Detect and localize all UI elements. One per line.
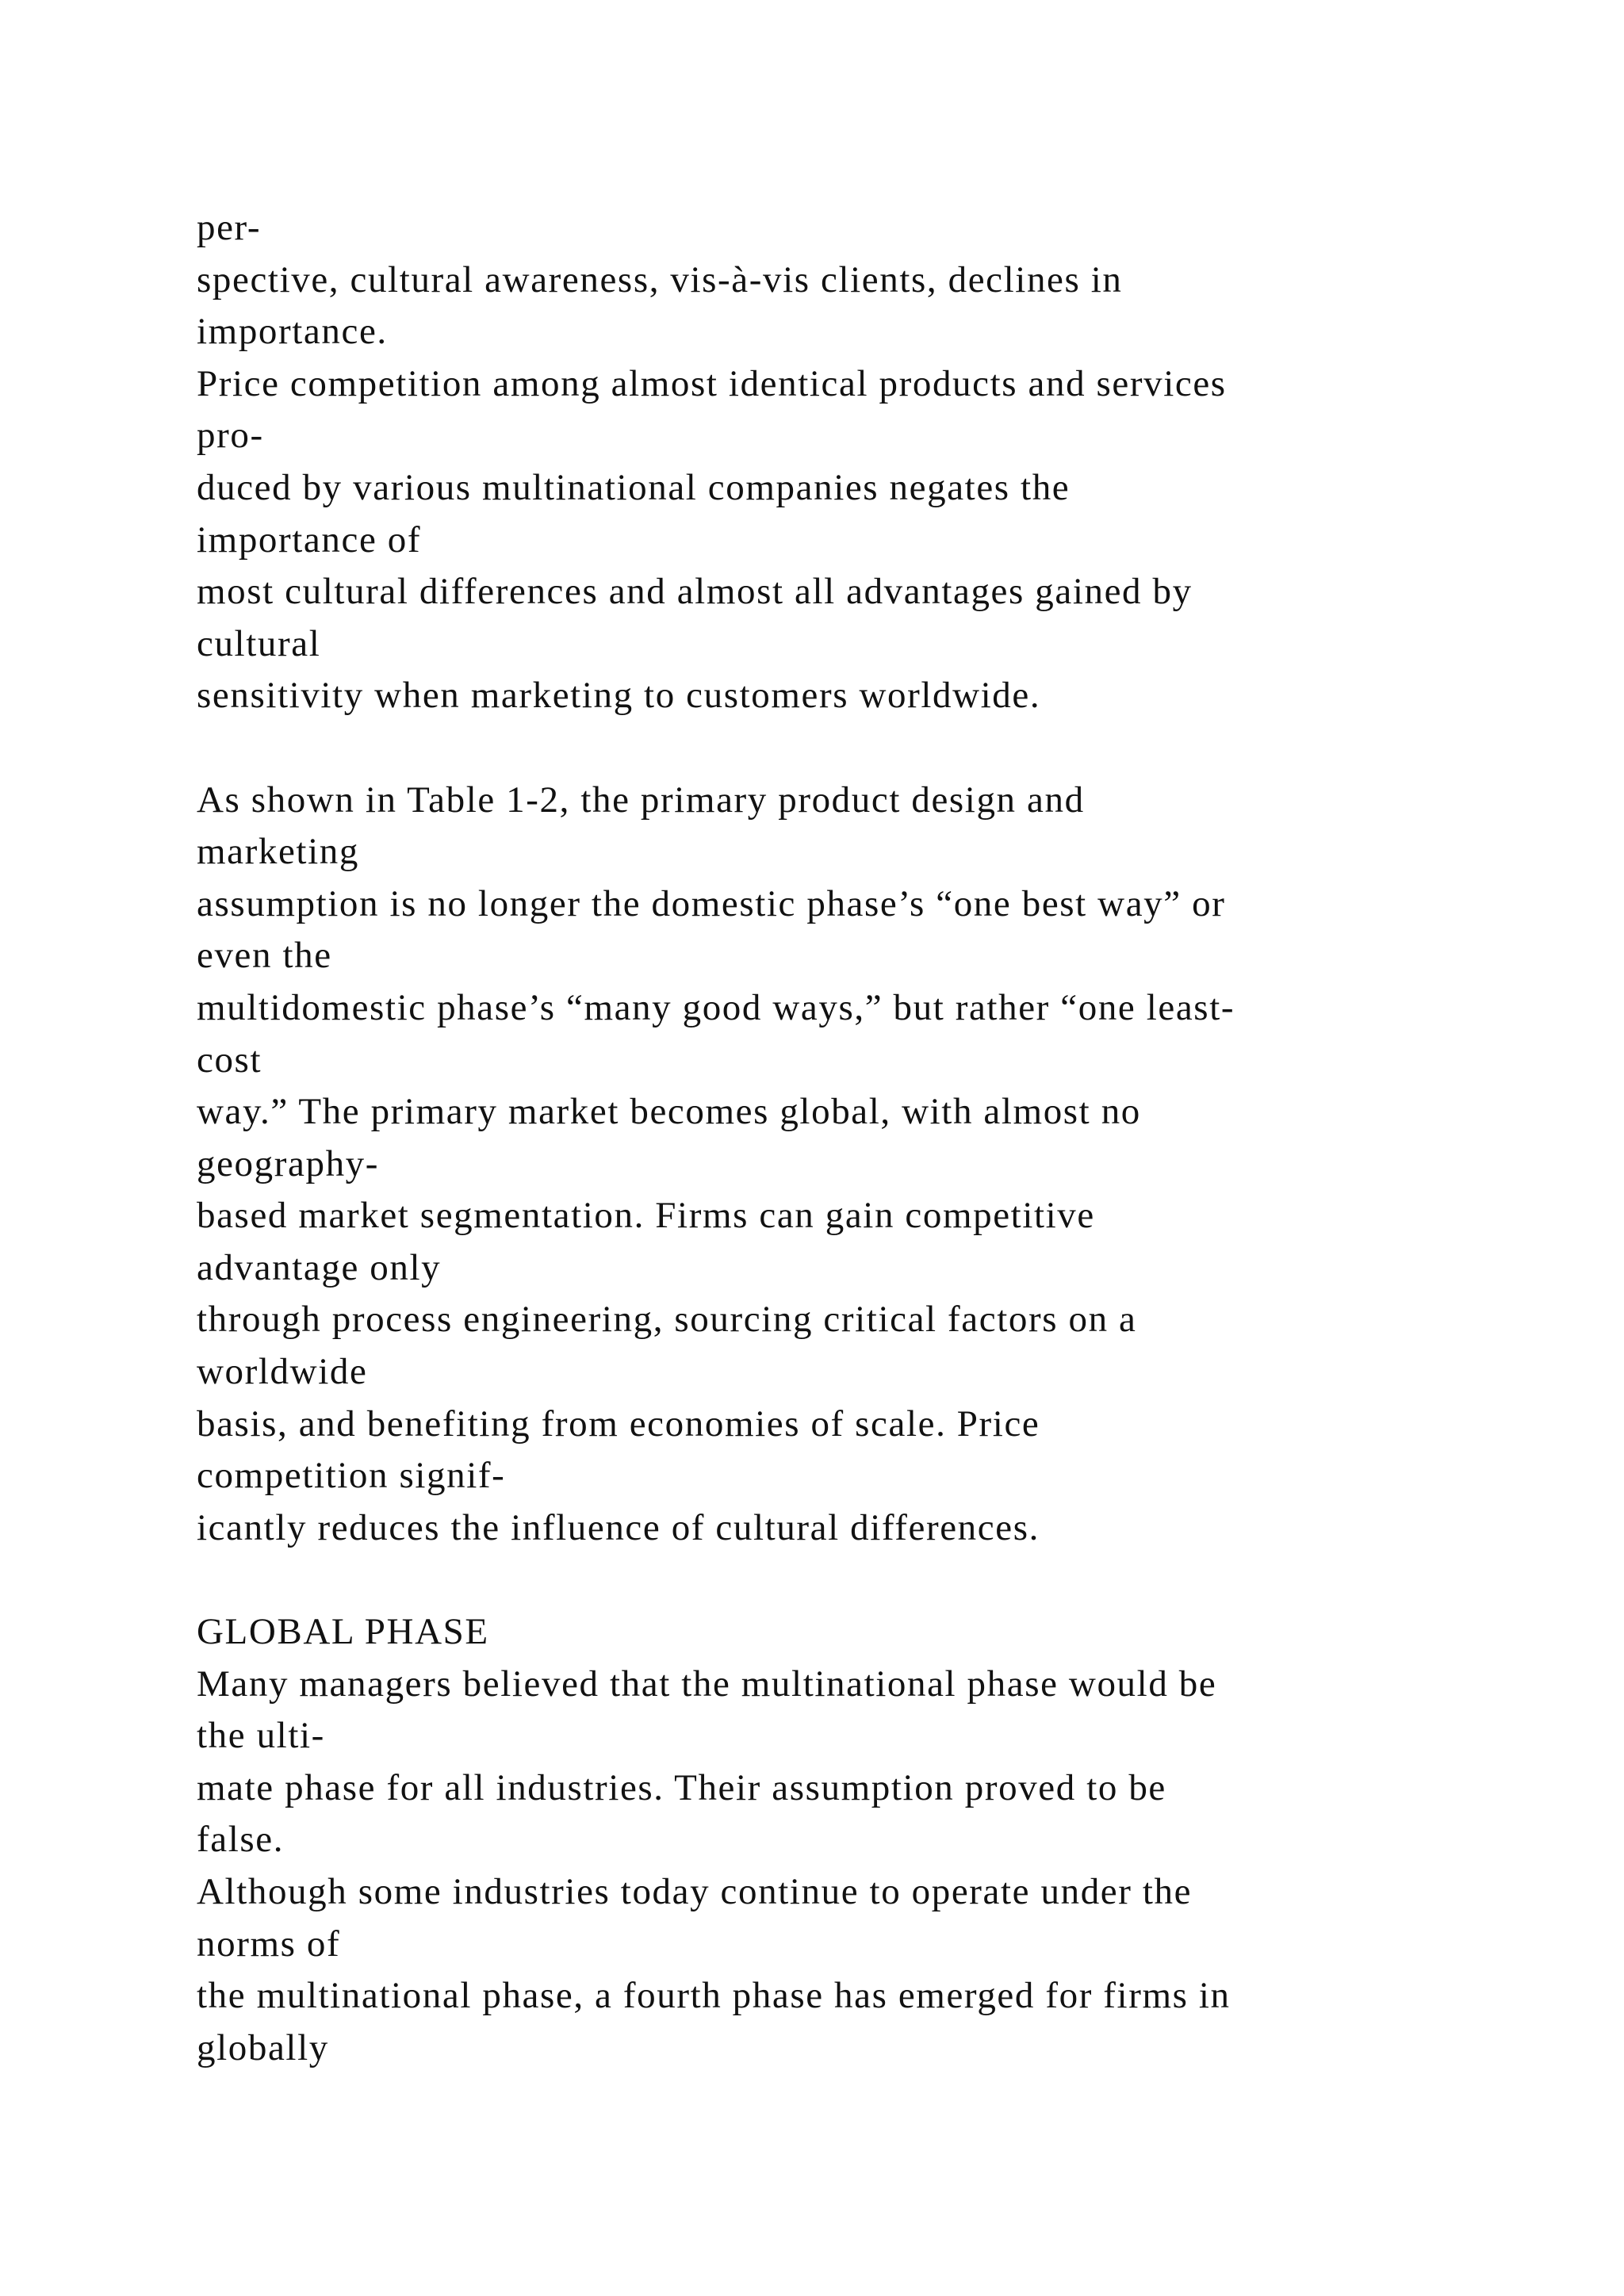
text-line: through process engineering, sourcing critical factors on a — [197, 1299, 1137, 1341]
text-line: Many managers believed that the multinational phase would be — [197, 1663, 1217, 1705]
text-line: pro- — [197, 415, 264, 457]
paragraph-table-reference — [197, 775, 1465, 1555]
text-line: competition signif- — [197, 1455, 506, 1497]
text-line: As shown in Table 1-2, the primary product design and — [197, 779, 1085, 821]
text-line: based market segmentation. Firms can gain competitive — [197, 1195, 1095, 1237]
text-line: importance of — [197, 519, 422, 561]
text-line: duced by various multinational companies negates the — [197, 466, 1071, 508]
section-heading: GLOBAL PHASE — [197, 1611, 489, 1653]
text-line: marketing — [197, 831, 359, 873]
text-line: importance. — [197, 311, 388, 353]
text-line: Although some industries today continue to operate under the — [197, 1871, 1193, 1912]
text-line: spective, cultural awareness, vis-à-vis clients, declines in — [197, 258, 1123, 300]
paragraph-global-phase — [197, 1659, 1465, 2075]
text-line: mate phase for all industries. Their assumption proved to be — [197, 1766, 1166, 1808]
text-line: geography- — [197, 1142, 380, 1184]
text-line: the multinational phase, a fourth phase has emerged for firms in — [197, 1975, 1231, 2017]
text-line: way.” The primary market becomes global, with almost no — [197, 1091, 1141, 1133]
text-line: even the — [197, 935, 332, 977]
text-line: assumption is no longer the domestic phase’s “one best way” or — [197, 882, 1226, 924]
body-text — [197, 202, 1465, 2074]
text-line: false. — [197, 1819, 285, 1861]
text-line: per- — [197, 207, 262, 248]
text-line: norms of — [197, 1923, 341, 1965]
text-line: most cultural differences and almost all advantages gained by — [197, 571, 1193, 613]
text-line: advantage only — [197, 1246, 442, 1288]
paragraph-cultural-awareness — [197, 202, 1465, 722]
text-line: sensitivity when marketing to customers worldwide. — [197, 675, 1041, 717]
text-line: multidomestic phase’s “many good ways,” but rather “one least- — [197, 986, 1235, 1028]
paragraph-gap — [197, 1554, 1465, 1606]
text-line: the ulti- — [197, 1715, 325, 1757]
text-line: globally — [197, 2026, 329, 2068]
text-line: worldwide — [197, 1351, 368, 1393]
text-line: icantly reduces the influence of cultural differences. — [197, 1506, 1040, 1548]
paragraph-gap — [197, 722, 1465, 775]
text-line: basis, and benefiting from economies of scale. Price — [197, 1402, 1040, 1445]
text-line: cultural — [197, 622, 321, 664]
text-line: cost — [197, 1039, 262, 1081]
text-line: Price competition among almost identical products and services — [197, 362, 1227, 404]
